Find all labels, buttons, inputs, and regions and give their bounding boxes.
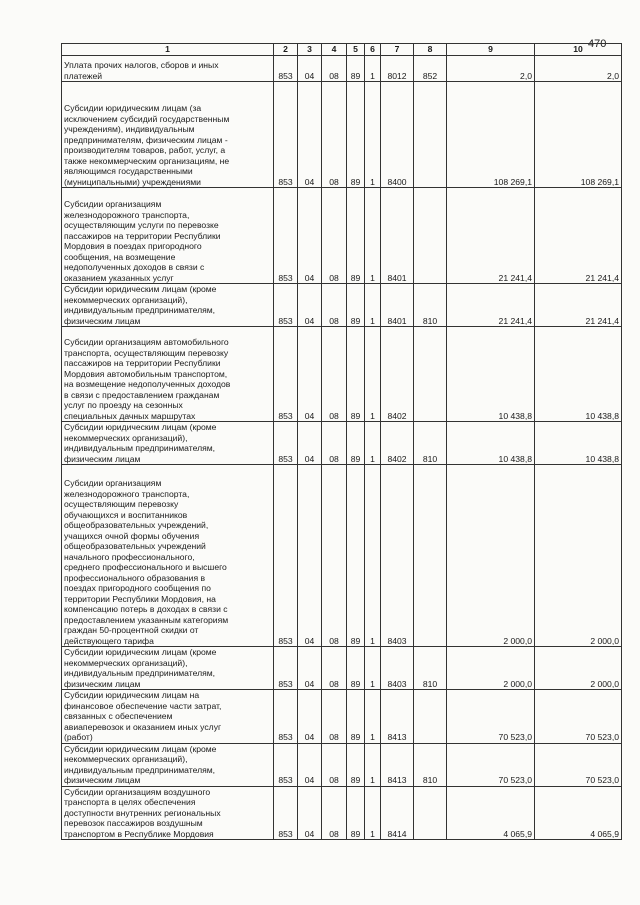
table-body — [62, 56, 622, 840]
cell-c9: 10 438,8 — [447, 327, 535, 422]
column-header: 6 — [365, 44, 381, 56]
cell-c3: 04 — [298, 690, 322, 744]
column-header: 2 — [274, 44, 298, 56]
cell-c4: 08 — [322, 422, 347, 465]
cell-c8: 852 — [414, 56, 447, 82]
cell-c2: 853 — [274, 56, 298, 82]
row-name-cell — [62, 56, 274, 82]
table-row — [62, 465, 622, 647]
cell-c2: 853 — [274, 690, 298, 744]
row-name-cell — [62, 284, 274, 327]
cell-c6: 1 — [365, 82, 381, 188]
row-name-cell — [62, 422, 274, 465]
cell-c5: 89 — [347, 690, 365, 744]
table-row — [62, 188, 622, 284]
cell-c7: 8401 — [381, 188, 414, 284]
cell-c8 — [414, 82, 447, 188]
cell-c4: 08 — [322, 284, 347, 327]
cell-c7: 8413 — [381, 690, 414, 744]
cell-c4: 08 — [322, 188, 347, 284]
cell-c4: 08 — [322, 647, 347, 690]
cell-c7: 8401 — [381, 284, 414, 327]
cell-c5: 89 — [347, 647, 365, 690]
cell-c3: 04 — [298, 743, 322, 786]
table-row — [62, 327, 622, 422]
budget-table — [61, 43, 622, 840]
cell-c9: 70 523,0 — [447, 690, 535, 744]
cell-c3: 04 — [298, 284, 322, 327]
table-row — [62, 422, 622, 465]
cell-c5: 89 — [347, 56, 365, 82]
cell-c10: 70 523,0 — [535, 743, 622, 786]
cell-c3: 04 — [298, 188, 322, 284]
cell-c10: 10 438,8 — [535, 327, 622, 422]
column-header: 5 — [347, 44, 365, 56]
cell-c3: 04 — [298, 82, 322, 188]
cell-c3: 04 — [298, 327, 322, 422]
cell-c9: 2,0 — [447, 56, 535, 82]
column-header: 9 — [447, 44, 535, 56]
row-name-cell — [62, 82, 274, 188]
cell-c8: 810 — [414, 743, 447, 786]
cell-c9: 21 241,4 — [447, 188, 535, 284]
cell-c6: 1 — [365, 690, 381, 744]
cell-c5: 89 — [347, 188, 365, 284]
cell-c10: 4 065,9 — [535, 786, 622, 840]
cell-c3: 04 — [298, 647, 322, 690]
cell-c2: 853 — [274, 284, 298, 327]
cell-c7: 8403 — [381, 465, 414, 647]
cell-c3: 04 — [298, 786, 322, 840]
cell-c10: 2 000,0 — [535, 465, 622, 647]
table-row — [62, 690, 622, 744]
row-name-cell — [62, 690, 274, 744]
cell-c5: 89 — [347, 465, 365, 647]
cell-c7: 8012 — [381, 56, 414, 82]
cell-c2: 853 — [274, 786, 298, 840]
cell-c2: 853 — [274, 743, 298, 786]
row-name-text: Субсидии организациям железнодорожного транспорта, осуществляющим перевозку обучающихся и воспитанников общеобразовательных учреждений, учащихся очной формы обучения общеобразовательных учреждений начального профессионального, среднего профессионального и высшего профессионального образования в поездах пригородного сообщения по территории Республики Мордовия, на компенсацию потерь в доходах в связи с предоставлением указанным категориям граждан 50-процентной скидки от действующего тарифа — [64, 478, 229, 646]
cell-c8 — [414, 465, 447, 647]
cell-c3: 04 — [298, 465, 322, 647]
row-name-cell — [62, 743, 274, 786]
cell-c7: 8413 — [381, 743, 414, 786]
cell-c4: 08 — [322, 690, 347, 744]
column-header: 10 — [535, 44, 622, 56]
row-name-text: Субсидии юридическим лицам (за исключением субсидий государственным учреждениям), индивидуальным предпринимателям, физическим лицам - производителям товаров, работ, услуг, а также некоммерческим организациям, не являющимся государственными (муниципальными) учреждениями — [64, 103, 230, 187]
cell-c4: 08 — [322, 56, 347, 82]
row-name-text: Субсидии юридическим лицам (кроме некоммерческих организаций), индивидуальным предпринимателям, физическим лицам — [64, 647, 217, 689]
cell-c9: 10 438,8 — [447, 422, 535, 465]
cell-c6: 1 — [365, 743, 381, 786]
cell-c6: 1 — [365, 327, 381, 422]
cell-c8: 810 — [414, 647, 447, 690]
row-name-text: Субсидии организациям автомобильного транспорта, осуществляющим перевозку пассажиров на территории Республики Мордовия автомобильным транспортом, на возмещение недополученных доходов в связи с предоставлением гражданам услуг по проезду на сезонных специальных дачных маршрутах — [64, 337, 231, 421]
table-row — [62, 743, 622, 786]
cell-c5: 89 — [347, 422, 365, 465]
cell-c6: 1 — [365, 284, 381, 327]
cell-c4: 08 — [322, 465, 347, 647]
cell-c9: 108 269,1 — [447, 82, 535, 188]
table-header-row — [62, 44, 622, 56]
cell-c8 — [414, 786, 447, 840]
cell-c5: 89 — [347, 284, 365, 327]
row-name-cell — [62, 647, 274, 690]
column-header: 4 — [322, 44, 347, 56]
table-row — [62, 82, 622, 188]
cell-c6: 1 — [365, 422, 381, 465]
cell-c2: 853 — [274, 465, 298, 647]
cell-c6: 1 — [365, 647, 381, 690]
cell-c6: 1 — [365, 188, 381, 284]
cell-c5: 89 — [347, 786, 365, 840]
row-name-cell — [62, 327, 274, 422]
cell-c4: 08 — [322, 327, 347, 422]
cell-c10: 70 523,0 — [535, 690, 622, 744]
cell-c8: 810 — [414, 422, 447, 465]
cell-c7: 8402 — [381, 422, 414, 465]
table-row — [62, 647, 622, 690]
cell-c10: 21 241,4 — [535, 284, 622, 327]
cell-c9: 2 000,0 — [447, 647, 535, 690]
cell-c10: 2,0 — [535, 56, 622, 82]
row-name-text: Субсидии юридическим лицам на финансовое обеспечение части затрат, связанных с обеспечением авиаперевозок и оказанием иных услуг (работ) — [64, 690, 222, 742]
page-number: 470 — [588, 38, 607, 50]
cell-c4: 08 — [322, 82, 347, 188]
row-name-text: Субсидии юридическим лицам (кроме некоммерческих организаций), индивидуальным предпринимателям, физическим лицам — [64, 422, 217, 464]
column-header: 7 — [381, 44, 414, 56]
row-name-text: Субсидии организациям воздушного транспорта в целях обеспечения доступности внутренних региональных перевозок пассажиров воздушным транспортом в Республике Мордовия — [64, 786, 221, 839]
cell-c5: 89 — [347, 327, 365, 422]
column-header: 1 — [62, 44, 274, 56]
cell-c7: 8403 — [381, 647, 414, 690]
column-header: 3 — [298, 44, 322, 56]
row-name-cell — [62, 786, 274, 840]
cell-c6: 1 — [365, 56, 381, 82]
cell-c2: 853 — [274, 422, 298, 465]
cell-c10: 10 438,8 — [535, 422, 622, 465]
cell-c10: 2 000,0 — [535, 647, 622, 690]
row-name-text: Субсидии юридическим лицам (кроме некоммерческих организаций), индивидуальным предпринимателям, физическим лицам — [64, 284, 217, 326]
table-row — [62, 284, 622, 327]
cell-c3: 04 — [298, 422, 322, 465]
row-name-text: Субсидии юридическим лицам (кроме некоммерческих организаций), индивидуальным предпринимателям, физическим лицам — [64, 743, 217, 785]
cell-c8 — [414, 327, 447, 422]
cell-c2: 853 — [274, 327, 298, 422]
table-row — [62, 786, 622, 840]
cell-c4: 08 — [322, 786, 347, 840]
table-row — [62, 56, 622, 82]
row-name-cell — [62, 188, 274, 284]
cell-c2: 853 — [274, 82, 298, 188]
cell-c8 — [414, 690, 447, 744]
cell-c2: 853 — [274, 188, 298, 284]
cell-c5: 89 — [347, 743, 365, 786]
cell-c9: 2 000,0 — [447, 465, 535, 647]
row-name-cell — [62, 465, 274, 647]
cell-c6: 1 — [365, 786, 381, 840]
cell-c8: 810 — [414, 284, 447, 327]
cell-c3: 04 — [298, 56, 322, 82]
row-name-text: Уплата прочих налогов, сборов и иных платежей — [64, 60, 219, 81]
cell-c2: 853 — [274, 647, 298, 690]
cell-c9: 70 523,0 — [447, 743, 535, 786]
cell-c5: 89 — [347, 82, 365, 188]
cell-c7: 8414 — [381, 786, 414, 840]
cell-c9: 4 065,9 — [447, 786, 535, 840]
cell-c6: 1 — [365, 465, 381, 647]
cell-c7: 8400 — [381, 82, 414, 188]
cell-c10: 108 269,1 — [535, 82, 622, 188]
row-name-text: Субсидии организациям железнодорожного транспорта, осуществляющим услуги по перевозке пассажиров на территории Республики Мордовия в поездах пригородного сообщения, на возмещение недополученных доходов в связи с оказанием указанных услуг — [64, 199, 221, 283]
cell-c9: 21 241,4 — [447, 284, 535, 327]
column-header: 8 — [414, 44, 447, 56]
cell-c8 — [414, 188, 447, 284]
cell-c4: 08 — [322, 743, 347, 786]
cell-c10: 21 241,4 — [535, 188, 622, 284]
cell-c7: 8402 — [381, 327, 414, 422]
